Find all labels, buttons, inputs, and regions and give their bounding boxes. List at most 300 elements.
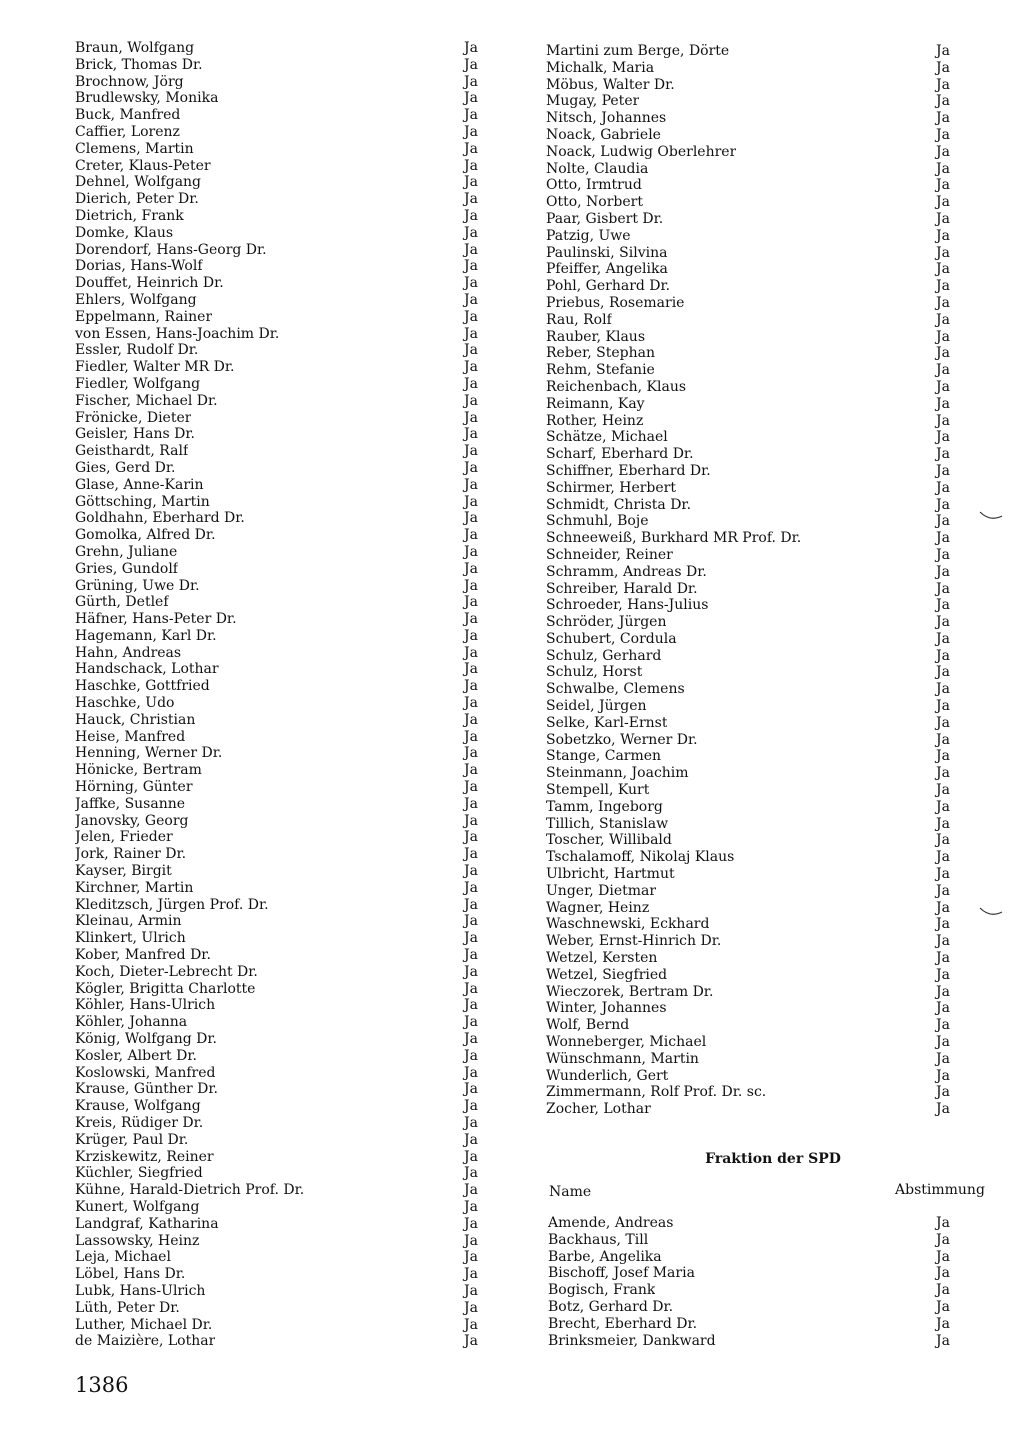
list-item <box>546 564 952 581</box>
list-item <box>75 359 480 376</box>
list-item <box>546 933 952 950</box>
vote-value: Ja <box>464 1148 478 1165</box>
vote-value: Ja <box>464 611 478 628</box>
list-item <box>75 1199 480 1216</box>
vote-value: Ja <box>936 563 950 580</box>
vote-value: Ja <box>936 1017 950 1034</box>
list-item <box>75 930 480 947</box>
member-name: Tamm, Ingeborg <box>546 798 663 815</box>
list-item <box>546 312 952 329</box>
vote-value: Ja <box>936 278 950 295</box>
member-name: Krziskewitz, Reiner <box>75 1148 214 1165</box>
member-name: Sobetzko, Werner Dr. <box>546 731 698 748</box>
member-name: Fiedler, Wolfgang <box>75 375 201 392</box>
member-name: Klinkert, Ulrich <box>75 930 186 947</box>
member-name: Schreiber, Harald Dr. <box>546 580 698 597</box>
list-item <box>75 1149 480 1166</box>
member-name: Janovsky, Georg <box>75 812 189 829</box>
member-name: Schramm, Andreas Dr. <box>546 563 707 580</box>
list-item <box>546 967 952 984</box>
member-name: Steinmann, Joachim <box>546 765 689 782</box>
vote-value: Ja <box>464 594 478 611</box>
member-name: Dierich, Peter Dr. <box>75 191 199 208</box>
list-item <box>75 578 480 595</box>
member-name: Weber, Ernst-Hinrich Dr. <box>546 933 722 950</box>
list-item <box>75 661 480 678</box>
vote-value: Ja <box>464 997 478 1014</box>
page-number: 1386 <box>75 1373 129 1397</box>
vote-value: Ja <box>936 1231 950 1248</box>
member-name: Hauck, Christian <box>75 711 196 728</box>
vote-value: Ja <box>936 899 950 916</box>
list-item <box>75 695 480 712</box>
vote-value: Ja <box>464 678 478 695</box>
member-name: Noack, Gabriele <box>546 126 661 143</box>
member-name: Wolf, Bernd <box>546 1017 630 1034</box>
vote-value: Ja <box>464 1266 478 1283</box>
member-name: Schwalbe, Clemens <box>546 681 685 698</box>
vote-value: Ja <box>464 846 478 863</box>
member-name: de Maizière, Lothar <box>75 1333 216 1350</box>
member-name: Geisthardt, Ralf <box>75 443 189 460</box>
vote-value: Ja <box>936 328 950 345</box>
vote-value: Ja <box>464 241 478 258</box>
list-item <box>75 107 480 124</box>
vote-value: Ja <box>464 863 478 880</box>
vote-value: Ja <box>936 378 950 395</box>
vote-value: Ja <box>936 849 950 866</box>
list-item <box>75 326 480 343</box>
list-item <box>75 90 480 107</box>
vote-value: Ja <box>936 110 950 127</box>
vote-value: Ja <box>936 731 950 748</box>
member-name: Tschalamoff, Nikolaj Klaus <box>546 849 735 866</box>
list-item <box>546 497 952 514</box>
list-item <box>546 681 952 698</box>
member-name: Rau, Rolf <box>546 311 612 328</box>
vote-value: Ja <box>464 695 478 712</box>
member-name: Kleinau, Armin <box>75 913 182 930</box>
list-item <box>546 379 952 396</box>
vote-value: Ja <box>464 1098 478 1115</box>
member-name: Schirmer, Herbert <box>546 479 676 496</box>
member-name: Barbe, Angelika <box>548 1248 662 1265</box>
vote-value: Ja <box>464 224 478 241</box>
right-name-list <box>546 43 952 1118</box>
vote-value: Ja <box>464 560 478 577</box>
member-name: Backhaus, Till <box>548 1231 649 1248</box>
member-name: Clemens, Martin <box>75 140 194 157</box>
vote-value: Ja <box>464 1316 478 1333</box>
member-name: Köhler, Johanna <box>75 1014 188 1031</box>
list-item <box>75 1165 480 1182</box>
list-item <box>546 413 952 430</box>
member-name: Schneeweiß, Burkhard MR Prof. Dr. <box>546 530 802 547</box>
member-name: Lassowsky, Heinz <box>75 1232 200 1249</box>
member-name: Krüger, Paul Dr. <box>75 1131 189 1148</box>
vote-value: Ja <box>936 93 950 110</box>
list-item <box>75 611 480 628</box>
list-item <box>548 1265 952 1282</box>
member-name: Bischoff, Josef Maria <box>548 1265 695 1282</box>
list-item <box>75 913 480 930</box>
list-item <box>75 813 480 830</box>
vote-value: Ja <box>936 194 950 211</box>
member-name: Creter, Klaus-Peter <box>75 157 211 174</box>
member-name: Zocher, Lothar <box>546 1101 651 1118</box>
member-name: Koch, Dieter-Lebrecht Dr. <box>75 963 258 980</box>
list-item <box>546 1084 952 1101</box>
list-item <box>546 144 952 161</box>
vote-value: Ja <box>464 392 478 409</box>
list-item <box>546 43 952 60</box>
vote-value: Ja <box>464 1081 478 1098</box>
vote-value: Ja <box>464 510 478 527</box>
member-name: Gies, Gerd Dr. <box>75 459 176 476</box>
member-name: Unger, Dietmar <box>546 882 657 899</box>
vote-value: Ja <box>464 342 478 359</box>
member-name: Winter, Johannes <box>546 1000 667 1017</box>
vote-value: Ja <box>936 681 950 698</box>
vote-value: Ja <box>936 160 950 177</box>
vote-value: Ja <box>936 143 950 160</box>
member-name: Kleditzsch, Jürgen Prof. Dr. <box>75 896 269 913</box>
vote-value: Ja <box>936 1332 950 1349</box>
list-item <box>75 1065 480 1082</box>
list-item <box>546 110 952 127</box>
vote-value: Ja <box>464 1198 478 1215</box>
list-item <box>546 345 952 362</box>
member-name: Stempell, Kurt <box>546 782 650 799</box>
vote-value: Ja <box>464 930 478 947</box>
vote-value: Ja <box>936 714 950 731</box>
list-item <box>546 261 952 278</box>
list-item <box>548 1316 952 1333</box>
vote-value: Ja <box>464 762 478 779</box>
vote-value: Ja <box>936 1248 950 1265</box>
member-name: Paulinski, Silvina <box>546 244 668 261</box>
list-item <box>75 1132 480 1149</box>
list-item <box>75 258 480 275</box>
member-name: Nitsch, Johannes <box>546 110 667 127</box>
member-name: Glase, Anne-Karin <box>75 476 204 493</box>
left-name-list <box>75 40 480 1350</box>
vote-value: Ja <box>936 311 950 328</box>
member-name: Köhler, Hans-Ulrich <box>75 997 216 1014</box>
vote-value: Ja <box>464 123 478 140</box>
vote-value: Ja <box>464 275 478 292</box>
list-item <box>75 40 480 57</box>
list-item <box>75 880 480 897</box>
list-item <box>546 748 952 765</box>
member-name: Rehm, Stefanie <box>546 362 655 379</box>
member-name: Zimmermann, Rolf Prof. Dr. sc. <box>546 1084 767 1101</box>
member-name: Seidel, Jürgen <box>546 698 647 715</box>
vote-value: Ja <box>464 90 478 107</box>
vote-value: Ja <box>464 1165 478 1182</box>
vote-value: Ja <box>464 1249 478 1266</box>
vote-value: Ja <box>464 963 478 980</box>
member-name: Kunert, Wolfgang <box>75 1198 200 1215</box>
vote-value: Ja <box>464 493 478 510</box>
member-name: Hagemann, Karl Dr. <box>75 627 217 644</box>
list-item <box>546 1068 952 1085</box>
list-item <box>75 141 480 158</box>
vote-value: Ja <box>936 446 950 463</box>
vote-value: Ja <box>936 362 950 379</box>
member-name: König, Wolfgang Dr. <box>75 1031 217 1048</box>
vote-value: Ja <box>936 546 950 563</box>
vote-value: Ja <box>936 1067 950 1084</box>
list-item <box>546 1000 952 1017</box>
member-name: Wunderlich, Gert <box>546 1067 669 1084</box>
spd-name-list <box>548 1215 952 1349</box>
list-item <box>546 60 952 77</box>
vote-value: Ja <box>464 711 478 728</box>
vote-value: Ja <box>936 126 950 143</box>
list-item <box>75 1266 480 1283</box>
member-name: Krause, Günther Dr. <box>75 1081 219 1098</box>
member-name: Bogisch, Frank <box>548 1282 656 1299</box>
list-item <box>75 997 480 1014</box>
member-name: Göttsching, Martin <box>75 493 210 510</box>
member-name: Kreis, Rüdiger Dr. <box>75 1115 204 1131</box>
member-name: Schneider, Reiner <box>546 546 673 563</box>
list-item <box>75 846 480 863</box>
list-item <box>75 510 480 527</box>
list-item <box>75 729 480 746</box>
list-item <box>75 796 480 813</box>
member-name: Kosler, Albert Dr. <box>75 1047 197 1064</box>
list-item <box>546 1017 952 1034</box>
member-name: Braun, Wolfgang <box>75 40 195 56</box>
vote-value: Ja <box>936 177 950 194</box>
vote-value: Ja <box>464 1014 478 1031</box>
member-name: Jaffke, Susanne <box>75 795 186 812</box>
vote-value: Ja <box>936 1215 950 1231</box>
vote-value: Ja <box>936 1265 950 1282</box>
vote-value: Ja <box>464 543 478 560</box>
member-name: Gries, Gundolf <box>75 560 178 577</box>
member-name: Rauber, Klaus <box>546 328 646 345</box>
member-name: Patzig, Uwe <box>546 227 631 244</box>
list-item <box>546 765 952 782</box>
list-item <box>546 93 952 110</box>
list-item <box>546 463 952 480</box>
vote-value: Ja <box>464 409 478 426</box>
list-item <box>75 947 480 964</box>
list-item <box>546 581 952 598</box>
list-item <box>546 177 952 194</box>
member-name: Handschack, Lothar <box>75 661 219 678</box>
list-item <box>546 278 952 295</box>
vote-value: Ja <box>936 630 950 647</box>
list-item <box>75 1317 480 1334</box>
member-name: Grehn, Juliane <box>75 543 178 560</box>
list-item <box>546 127 952 144</box>
member-name: Frönicke, Dieter <box>75 409 192 426</box>
member-name: Otto, Norbert <box>546 194 643 211</box>
vote-value: Ja <box>936 462 950 479</box>
list-item <box>75 897 480 914</box>
list-item <box>546 816 952 833</box>
member-name: Caffier, Lorenz <box>75 123 180 140</box>
vote-value: Ja <box>936 966 950 983</box>
vote-value: Ja <box>464 728 478 745</box>
list-item <box>548 1215 952 1232</box>
member-name: Landgraf, Katharina <box>75 1215 219 1232</box>
member-name: Jork, Rainer Dr. <box>75 846 187 863</box>
list-item <box>75 1300 480 1317</box>
member-name: Wetzel, Siegfried <box>546 966 668 983</box>
vote-value: Ja <box>936 59 950 76</box>
vote-value: Ja <box>464 1333 478 1350</box>
vote-value: Ja <box>464 879 478 896</box>
member-name: Michalk, Maria <box>546 59 655 76</box>
list-item <box>75 460 480 477</box>
vote-value: Ja <box>464 795 478 812</box>
member-name: Schroeder, Hans-Julius <box>546 597 709 614</box>
vote-value: Ja <box>936 76 950 93</box>
member-name: Wieczorek, Bertram Dr. <box>546 983 714 1000</box>
list-item <box>546 1034 952 1051</box>
member-name: Reimann, Kay <box>546 395 645 412</box>
list-item <box>546 883 952 900</box>
vote-value: Ja <box>936 933 950 950</box>
vote-value: Ja <box>936 1000 950 1017</box>
list-item <box>546 664 952 681</box>
member-name: Schiffner, Eberhard Dr. <box>546 462 711 479</box>
vote-value: Ja <box>464 191 478 208</box>
list-item <box>546 698 952 715</box>
vote-value: Ja <box>464 1182 478 1199</box>
vote-value: Ja <box>464 1115 478 1131</box>
margin-mark <box>978 508 1004 522</box>
list-item <box>75 225 480 242</box>
member-name: Scharf, Eberhard Dr. <box>546 446 694 463</box>
list-item <box>75 275 480 292</box>
member-name: Krause, Wolfgang <box>75 1098 201 1115</box>
member-name: Kayser, Birgit <box>75 863 172 880</box>
vote-value: Ja <box>464 107 478 124</box>
member-name: Kirchner, Martin <box>75 879 194 896</box>
vote-value: Ja <box>464 375 478 392</box>
vote-value: Ja <box>464 40 478 56</box>
list-item <box>546 228 952 245</box>
vote-value: Ja <box>464 947 478 964</box>
list-item <box>546 211 952 228</box>
vote-value: Ja <box>936 261 950 278</box>
member-name: Dorias, Hans-Wolf <box>75 258 203 275</box>
list-item <box>546 597 952 614</box>
member-name: Möbus, Walter Dr. <box>546 76 675 93</box>
list-item <box>75 1333 480 1350</box>
vote-value: Ja <box>464 174 478 191</box>
list-item <box>548 1333 952 1350</box>
list-item <box>75 174 480 191</box>
member-name: Martini zum Berge, Dörte <box>546 43 730 59</box>
list-item <box>546 984 952 1001</box>
list-item <box>546 1101 952 1118</box>
vote-value: Ja <box>464 627 478 644</box>
member-name: Schubert, Cordula <box>546 630 677 647</box>
member-name: Küchler, Siegfried <box>75 1165 203 1182</box>
member-name: Brecht, Eberhard Dr. <box>548 1315 698 1332</box>
member-name: Toscher, Willibald <box>546 832 672 849</box>
list-item <box>75 74 480 91</box>
list-item <box>75 628 480 645</box>
list-item <box>75 208 480 225</box>
member-name: Ulbricht, Hartmut <box>546 866 675 883</box>
member-name: Hahn, Andreas <box>75 644 182 661</box>
member-name: Essler, Rudolf Dr. <box>75 342 199 359</box>
list-item <box>546 161 952 178</box>
list-item <box>75 829 480 846</box>
member-name: Botz, Gerhard Dr. <box>548 1298 674 1315</box>
list-item <box>75 645 480 662</box>
member-name: Henning, Werner Dr. <box>75 745 223 762</box>
member-name: Stange, Carmen <box>546 748 662 765</box>
vote-value: Ja <box>464 980 478 997</box>
vote-value: Ja <box>464 73 478 90</box>
list-item <box>546 732 952 749</box>
member-name: Gürth, Detlef <box>75 594 169 611</box>
list-item <box>75 242 480 259</box>
member-name: Tillich, Stanislaw <box>546 815 669 832</box>
list-item <box>75 1233 480 1250</box>
member-name: Heise, Manfred <box>75 728 186 745</box>
list-item <box>75 410 480 427</box>
member-name: Fiedler, Walter MR Dr. <box>75 359 235 376</box>
member-name: Pfeiffer, Angelika <box>546 261 668 278</box>
list-item <box>546 513 952 530</box>
member-name: Douffet, Heinrich Dr. <box>75 275 224 292</box>
member-name: Dietrich, Frank <box>75 207 184 224</box>
vote-value: Ja <box>936 395 950 412</box>
list-item <box>75 57 480 74</box>
member-name: Haschke, Udo <box>75 695 175 712</box>
member-name: Fischer, Michael Dr. <box>75 392 218 409</box>
list-item <box>75 1014 480 1031</box>
list-item <box>546 396 952 413</box>
list-item <box>75 544 480 561</box>
vote-value: Ja <box>464 644 478 661</box>
list-item <box>548 1282 952 1299</box>
vote-value: Ja <box>464 291 478 308</box>
member-name: Schätze, Michael <box>546 429 668 446</box>
member-name: Kühne, Harald-Dietrich Prof. Dr. <box>75 1182 305 1199</box>
vote-value: Ja <box>464 1232 478 1249</box>
vote-value: Ja <box>936 1315 950 1332</box>
list-item <box>75 1182 480 1199</box>
list-item <box>75 342 480 359</box>
vote-value: Ja <box>936 1298 950 1315</box>
list-item <box>75 1081 480 1098</box>
member-name: Brick, Thomas Dr. <box>75 56 203 73</box>
member-name: Goldhahn, Eberhard Dr. <box>75 510 245 527</box>
vote-value: Ja <box>464 577 478 594</box>
member-name: Kögler, Brigitta Charlotte <box>75 980 256 997</box>
list-item <box>75 1098 480 1115</box>
vote-value: Ja <box>936 227 950 244</box>
list-item <box>546 245 952 262</box>
list-item <box>75 762 480 779</box>
list-item <box>75 561 480 578</box>
member-name: Priebus, Rosemarie <box>546 294 685 311</box>
member-name: Waschnewski, Eckhard <box>546 916 710 933</box>
vote-value: Ja <box>464 325 478 342</box>
list-item <box>546 715 952 732</box>
